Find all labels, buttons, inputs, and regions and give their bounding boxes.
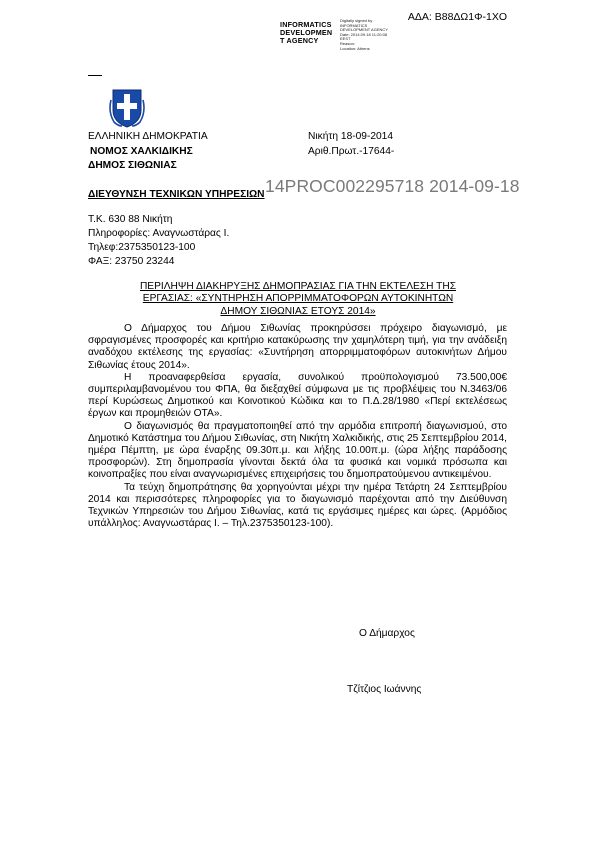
document-title bbox=[88, 281, 508, 318]
fax: ΦΑΞ: 23750 23244 bbox=[88, 256, 175, 267]
digital-signature-label: INFORMATICS DEVELOPMEN T AGENCY bbox=[280, 20, 333, 46]
title-line: ΔΗΜΟΥ ΣΙΘΩΝΙΑΣ ΕΤΟΥΣ 2014» bbox=[220, 305, 376, 317]
title-line: ΠΕΡΙΛΗΨΗ ΔΙΑΚΗΡΥΞΗΣ ΔΗΜΟΠΡΑΣΙΑΣ ΓΙΑ ΤΗΝ ΕΚΤΕΛΕΣΗ ΤΗΣ bbox=[139, 281, 457, 292]
info-contact: Πληροφορίες: Αναγνωστάρας Ι. bbox=[88, 228, 230, 239]
country-heading: ΕΛΛΗΝΙΚΗ ΔΗΜΟΚΡΑΤΙΑ bbox=[88, 131, 208, 142]
digital-signature-details: Digitally signed by INFORMATICS DEVELOPMENT AGENCY Date: 2014.09.18 11:20:08 EEST Reason: Location: Athens bbox=[340, 18, 388, 51]
body-paragraph: Ο Δήμαρχος του Δήμου Σιθωνίας προκηρύσσει πρόχειρο διαγωνισμό, με σφραγισμένες προσφορές και κριτήριο κατακύρωσης την χαμηλότερη τιμή, για την ανάδειξη αναδόχου εκτέλεσης της εργασίας: «Συντήρηση απορριμματοφόρων αυτοκινήτων Δήμου Σιθωνίας έτους 2014». bbox=[88, 323, 507, 371]
protocol-number: Αριθ.Πρωτ.-17644- bbox=[308, 146, 395, 157]
place-date: Νικήτη 18-09-2014 bbox=[308, 131, 394, 142]
municipality-heading: ΔΗΜΟΣ ΣΙΘΩΝΙΑΣ bbox=[88, 160, 177, 171]
header-dash bbox=[88, 75, 102, 76]
greek-emblem-icon bbox=[108, 88, 146, 128]
title-line: ΕΡΓΑΣΙΑΣ: «ΣΥΝΤΗΡΗΣΗ ΑΠΟΡΡΙΜΜΑΤΟΦΟΡΩΝ ΑΥΤΟΚΙΝΗΤΩΝ bbox=[142, 293, 454, 305]
department-heading: ΔΙΕΥΘΥΝΣΗ ΤΕΧΝΙΚΩΝ ΥΠΗΡΕΣΙΩΝ bbox=[88, 189, 265, 200]
registry-stamp: 14PROC002295718 2014-09-18 bbox=[265, 176, 520, 196]
body-paragraph: Η προαναφερθείσα εργασία, συνολικού προϋπολογισμού 73.500,00€ συμπεριλαμβανομένου του ΦΠΑ, θα διεξαχθεί σύμφωνα με τις προβλέψεις του Ν.3463/06 περί Κυρώσεως Δημοτικού και Κοινοτικού Κώδικα και το Π.Δ.28/1980 «Περί εκτελέσεως έργων και προμηθειών ΟΤΑ». bbox=[88, 371, 507, 420]
signature-role: Ο Δήμαρχος bbox=[359, 628, 415, 639]
body-paragraph: Ο διαγωνισμός θα πραγματοποιηθεί από την αρμόδια επιτροπή διαγωνισμού, στο Δημοτικό Κατάστημα του Δήμου Σιθωνίας, στη Νικήτη Χαλκιδικής, στις 25 Σεπτεμβρίου 2014, ημέρα Πέμπτη, με ώρα έναρξης 09.30π.μ. και λήξης 10.00π.μ. (ώρα λήξης παράδοσης προσφορών). Στη δημοπρασία γίνονται δεκτά όλα τα φυσικά και νομικά πρόσωπα και κοινοπραξίες που είναι αναγνωρισμένες επιχειρήσεις του δημοπρατούμενου αντικειμένου. bbox=[88, 420, 507, 481]
postcode: Τ.Κ. 630 88 Νικήτη bbox=[88, 214, 173, 225]
body-paragraph: Τα τεύχη δημοπράτησης θα χορηγούνται μέχρι την ημέρα Τετάρτη 24 Σεπτεμβρίου 2014 και περισσότερες πληροφορίες για το διαγωνισμό παρέχονται από την Διεύθυνση Τεχνικών Υπηρεσιών του Δήμου Σιθωνίας, κατά τις εργάσιμες ημέρες και ώρες. (Αρμόδιος υπάλληλος: Αναγνωστάρας Ι. – Τηλ.2375350123-100). bbox=[88, 481, 507, 530]
phone: Τηλεφ:2375350123-100 bbox=[88, 242, 196, 253]
signature-name: Τζίτζιος Ιωάννης bbox=[347, 684, 422, 695]
prefecture-heading: ΝΟΜΟΣ ΧΑΛΚΙΔΙΚΗΣ bbox=[90, 146, 193, 157]
document-body bbox=[88, 323, 507, 530]
ada-code: ΑΔΑ: Β88ΔΩ1Φ-1ΧΟ bbox=[407, 11, 507, 23]
